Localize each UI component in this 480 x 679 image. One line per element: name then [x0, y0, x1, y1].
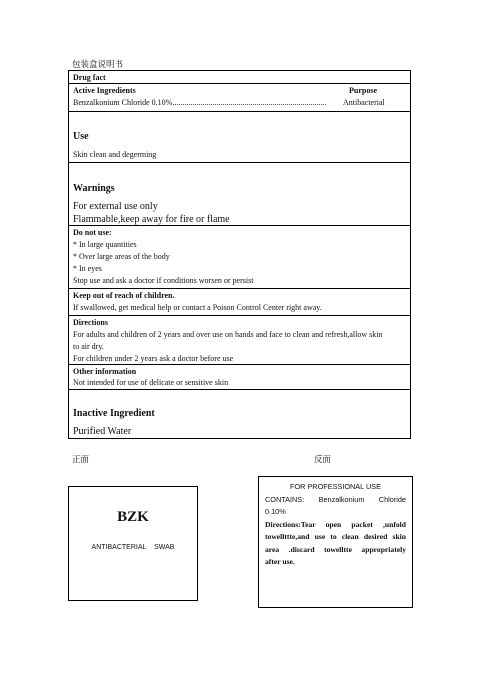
active-ingredients-label: Active Ingredients: [73, 86, 136, 95]
do-not-use-heading: Do not use:: [73, 228, 112, 237]
other-information-text: Not intended for use of delicate or sensitive skin: [73, 378, 229, 387]
other-information-heading: Other information: [73, 367, 137, 376]
brand-name: BZK: [117, 509, 149, 525]
directions-heading: Directions: [73, 318, 108, 327]
contains-text: CONTAINS: Benzalkonium Chloride: [265, 494, 406, 504]
inactive-ingredient-section: [69, 389, 410, 438]
warnings-heading: Warnings: [73, 183, 115, 194]
drug-facts-table: [68, 70, 411, 439]
document-title: 包装盒说明书: [72, 60, 124, 70]
warnings-line-2: Flammable,keep away for fire or flame: [73, 214, 230, 225]
back-label: 反面: [314, 455, 332, 465]
use-heading: Use: [73, 131, 89, 142]
inactive-ingredient-heading: Inactive Ingredient: [73, 408, 155, 419]
concentration-text: 0.10%: [265, 507, 286, 516]
directions-section: [69, 315, 410, 364]
keep-out-heading: Keep out of reach of children.: [73, 291, 175, 300]
do-not-use-item: * In eyes: [73, 264, 102, 273]
ingredient-purpose: Antibacterial: [343, 98, 385, 107]
keep-out-section: [69, 288, 410, 315]
back-panel: [258, 476, 413, 608]
front-panel: [68, 486, 198, 601]
warnings-section: [69, 162, 410, 225]
stop-use-text: Stop use and ask a doctor if conditions worsen or persist: [73, 276, 254, 285]
use-text: Skin clean and degerming: [73, 150, 157, 159]
active-ingredients-section: [69, 83, 410, 111]
back-directions-line-3: area .discard towelltte appropriately: [265, 544, 406, 554]
back-directions-line-2: towellttte,and use to clean desired skin: [265, 532, 406, 541]
back-directions-line-4: after use.: [265, 557, 295, 566]
drug-facts-title: Drug fact: [73, 73, 106, 82]
inactive-ingredient-text: Purified Water: [73, 426, 132, 437]
do-not-use-section: [69, 225, 410, 288]
use-section: [69, 111, 410, 162]
do-not-use-item: * In large quantities: [73, 240, 137, 249]
directions-line-3: For children under 2 years ask a doctor before use: [73, 354, 234, 363]
other-information-section: [69, 364, 410, 389]
product-name: ANTIBACTERIAL SWAB: [91, 544, 175, 551]
purpose-label: Purpose: [349, 86, 377, 95]
back-directions-line-1: Directions:Tear open packet ,unfold: [265, 519, 406, 529]
keep-out-text: If swallowed, get medical help or contact a Poison Control Center right away.: [73, 303, 322, 312]
ingredient-line: Benzalkonium Chloride 0.10%.............................................................................: [73, 98, 327, 107]
warnings-line-1: For external use only: [73, 201, 158, 212]
directions-line-2: to air dry.: [73, 342, 104, 351]
professional-use-text: FOR PROFESSIONAL USE: [290, 482, 381, 491]
directions-line-1: For adults and children of 2 years and over use on hands and face to clean and refresh,allow skin: [73, 330, 383, 339]
do-not-use-item: * Over large areas of the body: [73, 252, 170, 261]
front-label: 正面: [72, 455, 90, 465]
